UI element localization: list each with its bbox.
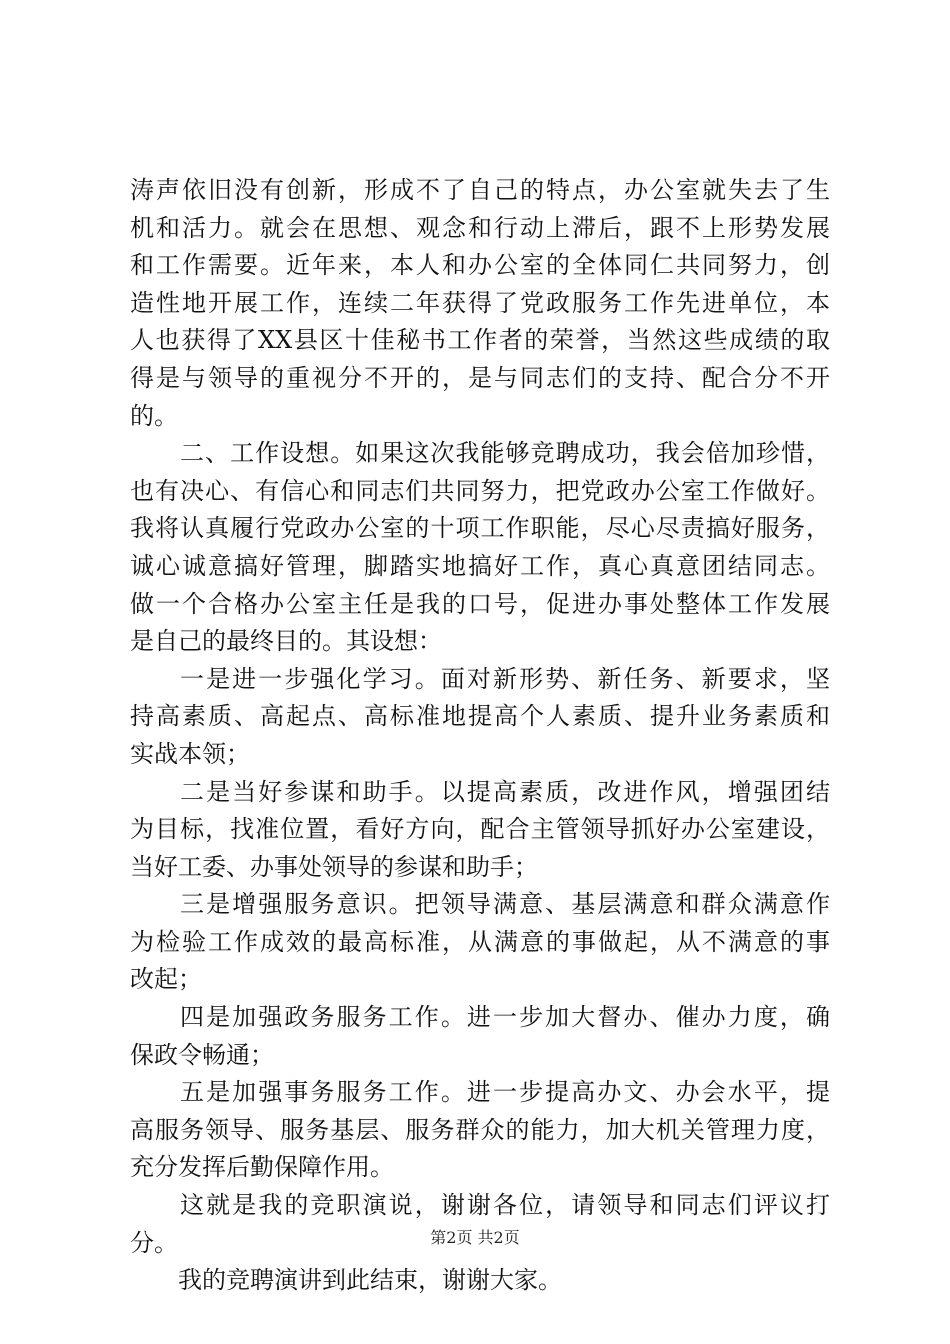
- text-line: 二、工作设想。如果这次我能够竞聘成功，我会倍加珍惜，: [180, 439, 830, 468]
- text-line: 一是进一步强化学习。面对新形势、新任务、新要求，坚: [180, 664, 830, 693]
- page-number-label: 第2页 共2页: [430, 1228, 520, 1247]
- text-line: 改起；: [130, 965, 202, 994]
- text-line: 机和活力。就会在思想、观念和行动上滞后，跟不上形势发展: [130, 213, 830, 242]
- text-line: 我的竞聘演讲到此结束，谢谢大家。: [178, 1266, 562, 1295]
- text-line: 二是当好参谋和助手。以提高素质，改进作风，增强团结: [180, 777, 830, 806]
- text-line: 是自己的最终目的。其设想：: [130, 627, 442, 656]
- text-line: 的。: [130, 401, 178, 430]
- text-line: 充分发挥后勤保障作用。: [130, 1153, 394, 1182]
- text-line: 这就是我的竞职演说，谢谢各位，请领导和同志们评议打: [180, 1191, 830, 1220]
- text-line: 分。: [130, 1228, 178, 1257]
- text-line: 当好工委、办事处领导的参谋和助手；: [130, 852, 538, 881]
- text-line: 也有决心、有信心和同志们共同努力，把党政办公室工作做好。: [130, 476, 830, 505]
- text-line: 为检验工作成效的最高标准，从满意的事做起，从不满意的事: [130, 927, 830, 956]
- text-line: 诚心诚意搞好管理，脚踏实地搞好工作，真心真意团结同志。: [130, 551, 830, 580]
- text-line: 做一个合格办公室主任是我的口号，促进办事处整体工作发展: [130, 589, 830, 618]
- text-line: 涛声依旧没有创新，形成不了自己的特点，办公室就失去了生: [130, 176, 830, 204]
- text-line: 我将认真履行党政办公室的十项工作职能，尽心尽责搞好服务，: [130, 514, 830, 543]
- text-line: 为目标，找准位置，看好方向，配合主管领导抓好办公室建设，: [130, 815, 830, 844]
- text-line: 造性地开展工作，连续二年获得了党政服务工作先进单位，本: [130, 288, 830, 317]
- document-body: [130, 172, 830, 1300]
- text-line: 得是与领导的重视分不开的，是与同志们的支持、配合分不开: [130, 363, 830, 392]
- text-line: 保政令畅通；: [130, 1040, 274, 1069]
- text-line: 四是加强政务服务工作。进一步加大督办、催办力度，确: [180, 1003, 830, 1032]
- text-line: 高服务领导、服务基层、服务群众的能力，加大机关管理力度，: [130, 1115, 830, 1144]
- text-line: 人也获得了XX县区十佳秘书工作者的荣誉，当然这些成绩的取: [130, 326, 830, 355]
- text-line: 五是加强事务服务工作。进一步提高办文、办会水平，提: [180, 1078, 830, 1107]
- text-line: 三是增强服务意识。把领导满意、基层满意和群众满意作: [180, 890, 830, 919]
- page-footer: [0, 1228, 950, 1248]
- text-line: 持高素质、高起点、高标准地提高个人素质、提升业务素质和: [130, 702, 830, 731]
- text-line: 和工作需要。近年来，本人和办公室的全体同仁共同努力，创: [130, 251, 830, 280]
- text-line: 实战本领；: [130, 739, 250, 768]
